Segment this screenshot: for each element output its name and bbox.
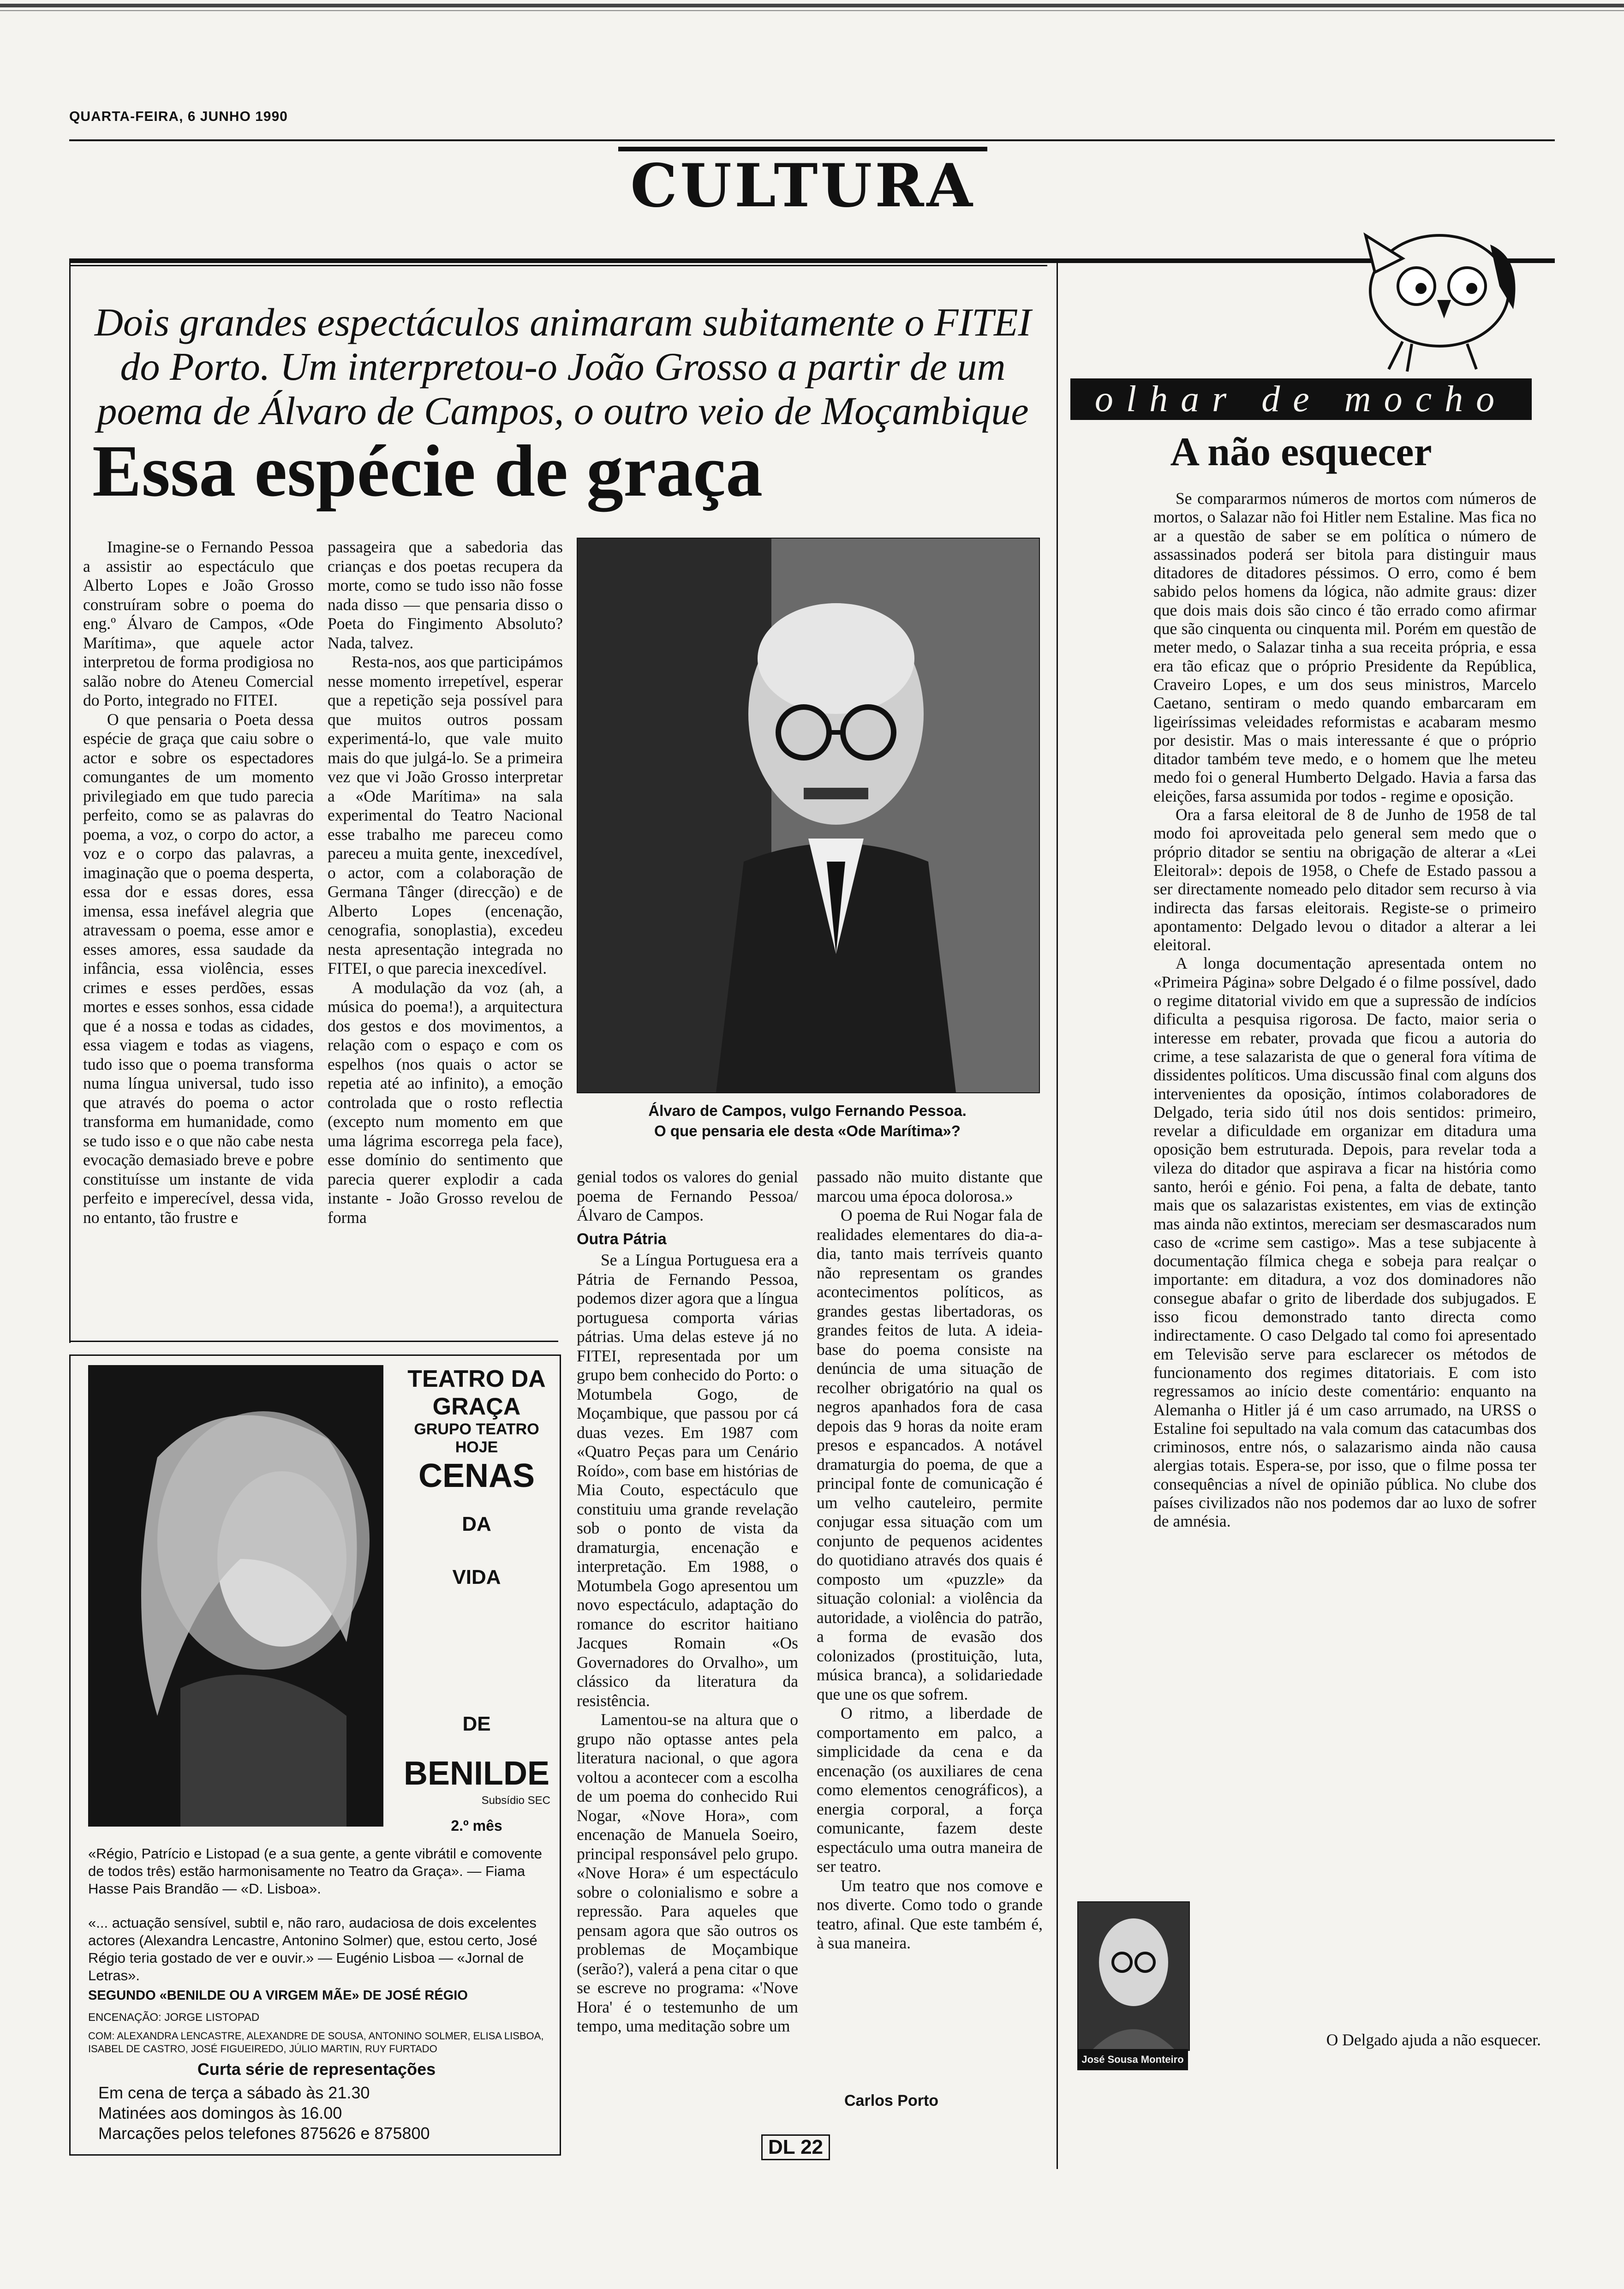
author-name: José Sousa Monteiro [1077, 2049, 1188, 2070]
ad-cast: COM: ALEXANDRA LENCASTRE, ALEXANDRE DE SOUSA, ANTONINO SOLMER, ELISA LISBOA, ISABEL DE CASTRO, JOSÉ FIGUEIREDO, JÚLIO MARTIN, RUY FURTADO [88, 2030, 544, 2055]
paragraph: O poema de Rui Nogar fala de realidades elementares do dia-a-dia, tanto mais terríveis quanto não representam os grandes acontecimentos políticos, as grandes gestas libertadoras, os grandes feitos de luta. A ideia-base do poema consiste na denúncia de uma situação de recolher obrigatório na qual os negros apanhados fora de casa depois das 9 horas da noite eram presos e espancados. A notável dramaturgia do poema, de que a principal fonte de comunicação é um velho cauteleiro, permite conjugar essa situação com um conjunto de pequenos acidentes do quotidiano através dos quais é composto um «puzzle» da situação colonial: a violência da autoridade, a violência do patrão, a forma de evasão dos colonizados (prostituição, luta, música branca), a solidariedade que une os que sofrem. [817, 1206, 1043, 1703]
dateline: QUARTA-FEIRA, 6 JUNHO 1990 [69, 109, 288, 124]
opinion-column [1153, 489, 1536, 1531]
pessoa-photo [577, 538, 1040, 1093]
column-banner: olhar de mocho [1070, 378, 1532, 420]
paragraph: Imagine-se o Fernando Pessoa a assistir ao espectáculo que Alberto Lopes e João Grosso construíram sobre o poema do eng.º Álvaro de Campos, «Ode Marítima», que aquele actor interpretou de forma prodigiosa no salão nobre do Ateneu Comercial do Porto, integrado no FITEI. [83, 538, 314, 709]
run-month: 2.º mês [451, 1817, 502, 1834]
article-frame-left [69, 258, 71, 1343]
paragraph: Ora a farsa eleitoral de 8 de Junho de 1958 de tal modo foi aproveitada pelo general sem medo que o próprio ditador se sentiu na obrigação de alterar a «Lei Eleitoral»: depois de 1958, o Chefe de Estado passou a ser directamente nomeado pelo ditador sem recurso à via indirecta das farsas eleitorais. Registe-se o primeiro apontamento: Delgado levou o ditador a alterar a lei eleitoral. [1153, 805, 1536, 954]
page-number: DL 22 [761, 2134, 830, 2160]
owl-illustration [1338, 217, 1532, 383]
paragraph: Resta-nos, aos que participámos nesse momento irrepetível, esperar que a repetição seja possível para que muitos outros possam experimentá-lo, que vale muito mais do que julgá-lo. Se a primeira vez que vi João Grosso interpretar a «Ode Marítima» na sala experimental do Teatro Nacional esse trabalho me pareceu como pareceu a muita gente, inexcedível, o actor, com a colaboração de Germana Tânger (direcção) e de Alberto Lopes (encenação, cenografia, sonoplastia), excedeu nesta apresentação integrada no FITEI, o que parecia inexcedível. [328, 653, 563, 977]
paragraph: passageira que a sabedoria das crianças e dos poetas recupera da morte, como se tudo isso não fosse nada disso — que pensaria disso o Poeta do Fingimento Absoluto? Nada, talvez. [328, 538, 563, 652]
theatre-name: TEATRO DA GRAÇA [407, 1366, 546, 1420]
play-title-line: DA [462, 1513, 491, 1535]
article-column-1 [83, 538, 314, 1322]
top-border-thin [0, 10, 1624, 11]
ad-director: ENCENAÇÃO: JORGE LISTOPAD [88, 2011, 260, 2024]
play-title-line: BENILDE [403, 1755, 550, 1792]
ad-series: Curta série de representações [197, 2060, 436, 2079]
byline: Carlos Porto [844, 2092, 939, 2109]
article-column-2 [328, 538, 563, 1322]
ad-schedule [98, 2083, 541, 2144]
schedule-line: Em cena de terça a sábado às 21.30 [98, 2083, 370, 2102]
review-quote: «Régio, Patrício e Listopad (e a sua gente, a gente vibrátil e comovente de todos três) estão harmonisamente no Teatro da Graça». — Fiama Hasse Pais Brandão — «D. Lisboa». [88, 1846, 542, 1897]
paragraph: Um teatro que nos comove e nos diverte. Como todo o grande teatro, afinal. Que este também é, à sua maneira. [817, 1876, 1043, 1952]
paragraph: O ritmo, a liberdade de comportamento em palco, a simplicidade da cena e da encenação (os auxiliares de cena como elementos cenográficos), a energia corporal, a força comunicante, fazem deste espectáculo uma outra maneira de ser teatro. [817, 1704, 1043, 1876]
actress-illustration [88, 1365, 383, 1827]
section-rule [69, 258, 1555, 263]
author-illustration [1078, 1902, 1189, 2050]
photo-caption-line: Álvaro de Campos, vulgo Fernando Pessoa. [648, 1102, 967, 1119]
paragraph: O que pensaria o Poeta dessa espécie de graça que caiu sobre o actor e sobre os espectadores comungantes de um momento privilegiado em que tudo parecia perfeito, como se as palavras do poema, a voz, o corpo do actor, a voz e o corpo das palavras, a imaginação que o poema desperta, essa dor e essas dores, essa imensa, essa inefável alegria que atravessam o poema, esse amor e esses amores, essa saudade da infância, essa violência, esses crimes e esses perdões, essas mortes e esses sonhos, essa cidade que é a nossa e todas as cidades, essa viagem e todas as viagens, tudo isso que o poema transforma numa língua universal, tudo isso que através do poema o actor transforma em humanidade, como se tudo isso e o que não cabe nesta evocação demasiado breve e pobre constituísse um instante de vida perfeito e imperecível, dessa vida, no entanto, tão frustre e [83, 710, 314, 1227]
paragraph: A modulação da voz (ah, a música do poema!), a arquitectura dos gestos e dos movimentos, a relação com o espaço e com os espelhos (nos quais o actor se repetia até ao infinito), a emoção controlada que o rosto reflectia (excepto num momento em que uma lágrima escorrega pela face), esse domínio do sentimento que parecia querer explodir a cada instante - João Grosso revelou de forma [328, 978, 563, 1227]
paragraph: A longa documentação apresentada ontem no «Primeira Página» sobre Delgado é o filme possível, dado o regime ditatorial vivido em que a supressão de indícios dificulta a pesquisa rigorosa. De facto, maior seria o interesse em rebater, provada que ficou a autoria do crime, a tese salazarista de que o general fora vítima de dissidentes políticos. Uma discussão final com alguns dos intervenientes da oposição, íntimos colaboradores de Delgado, teria sido útil nos dois sentidos: primeiro, revelar a dificuldade em organizar em ditadura uma oposição bem estruturada. Depois, para revelar toda a vileza do ditador que aspirava a ficar na história como santo, herói e génio. Foi pena, a falta de debate, tanto mais que os salazaristas existentes, em vias de extinção mas ainda não extintos, mereciam ser desmascarados num caso de «crime sem castigo». Mas a tese subjacente à documentação fílmica chega e sobeja para realçar o importante: em ditadura, a voz dos dominadores não consegue abafar o grito de liberdade dos subjugados. E isso ficou demonstrado tanto directa como indirectamente. O caso Delgado tal como foi apresentado em Televisão serve para esclarecer os métodos de funcionamento dos regimes ditatoriais. E com isto regressamos ao início deste comentário: enquanto na Alemanha o Hitler já é um caso arrumado, na URSS o Estaline foi sepultado na vala comum das catacumbas dos criminosos, entre nós, o salazarismo ainda não causa alergias totais. Espera-se, por isso, que o filme possa ter consequências a nível de opinião pública. No clube dos países civilizados não nos podemos dar ao luxo de sofrer de amnésia. [1153, 954, 1536, 1531]
subhead: Outra Pátria [577, 1230, 667, 1248]
article-column-3 [577, 1168, 798, 2151]
section-title: CULTURA [618, 147, 987, 221]
portrait-illustration [578, 539, 1039, 1092]
column-headline: A não esquecer [1170, 430, 1432, 474]
header-rule [69, 139, 1555, 141]
article-frame-bottom [69, 1341, 558, 1342]
schedule-line: Marcações pelos telefones 875626 e 875800 [98, 2124, 430, 2143]
photo-caption [577, 1101, 1038, 1141]
review-quote: «... actuação sensível, subtil e, não raro, audaciosa de dois excelentes actores (Alexandra Lencastre, Antonino Solmer) que, estou certo, José Régio teria gostado de ver e ouvir.» — Eugénio Lisboa — «Jornal de Letras». [88, 1915, 537, 1983]
article-deck: Dois grandes espectáculos animaram subitamente o FITEI do Porto. Um interpretou-o João Grosso a partir de um poema de Álvaro de Campos, o outro veio de Moçambique [94, 300, 1032, 433]
paragraph: genial todos os valores do genial poema de Fernando Pessoa/Álvaro de Campos. [577, 1168, 798, 1224]
article-rule [69, 265, 1047, 266]
ad-credit: SEGUNDO «BENILDE OU A VIRGEM MÃE» DE JOSÉ RÉGIO [88, 1988, 468, 2003]
photo-caption-line: O que pensaria ele desta «Ode Marítima»? [654, 1122, 961, 1139]
article-headline: Essa espécie de graça [92, 430, 763, 512]
play-title-line: VIDA [452, 1566, 501, 1588]
play-title-line: CENAS [418, 1457, 535, 1494]
top-border [0, 4, 1624, 7]
closing-line: O Delgado ajuda a não esquecer. [1326, 2031, 1541, 2049]
play-title-line: DE [462, 1713, 491, 1735]
column-divider [1057, 258, 1058, 2169]
author-photo [1077, 1901, 1190, 2051]
article-column-4 [817, 1168, 1043, 2091]
theatre-advertisement [69, 1354, 561, 2156]
paragraph: Se compararmos números de mortos com números de mortos, o Salazar não foi Hitler nem Estaline. Mas fica no ar a questão de saber se em política o número de assassinados poderá ser bitola para distinguir maus ditadores de ditadores péssimos. O erro, como é bem sabido pelos homens da lógica, não admite graus: dizer que dois mais dois são cinco é tão errado como afirmar que são cinquenta ou cinquenta mil. Porém em questão de meter medo, o Salazar tinha a sua receita própria, e essa era tão eficaz que o próprio Presidente da República, Craveiro Lopes, e um dos seus ministros, Marcelo Caetano, sentiram o medo quando embarcaram em ligeiríssimas veleidades reformistas e acabaram mesmo por desistir. Mas o mais interessante é que o próprio ditador também teve medo, e o homem que lhe meteu medo foi o general Humberto Delgado. Havia a farsa das eleições, farsa assumida por todos - regime e oposição. [1153, 489, 1536, 805]
theatre-group: GRUPO TEATRO HOJE [414, 1420, 539, 1456]
owl-icon [1338, 217, 1532, 383]
subsidy-note: Subsídio SEC [481, 1794, 550, 1807]
paragraph: passado não muito distante que marcou uma época dolorosa.» [817, 1168, 1043, 1205]
schedule-line: Matinées aos domingos às 16.00 [98, 2103, 342, 2122]
ad-photo [88, 1365, 383, 1827]
paragraph: Se a Língua Portuguesa era a Pátria de Fernando Pessoa, podemos dizer agora que a língua portuguesa comporta várias pátrias. Uma delas esteve já no FITEI, representada por um grupo bem conhecido do Porto: o Motumbela Gogo, de Moçambique, que passou por cá duas vezes. Em 1987 com «Quatro Peças para um Cenário Roído», com base em histórias de Mia Couto, espectáculo que constituiu uma grande revelação sob o ponto de vista da dramaturgia, encenação e interpretação. Em 1988, o Motumbela Gogo apresentou um novo espectáculo, adaptação do romance do escritor haitiano Jacques Romain «Os Governadores do Orvalho», um clássico da literatura da resistência. [577, 1251, 798, 1710]
paragraph: Lamentou-se na altura que o grupo não optasse antes pela literatura nacional, o que agora voltou a acontecer com a escolha de um poema do conhecido Rui Nogar, «Nove Hora», com encenação de Manuela Soeiro, principal responsável pelo grupo. «Nove Hora» é um espectáculo sobre o colonialismo e sobre a repressão. Para aqueles que pensam agora que são outros os problemas de Moçambique (serão?), valerá a pena citar o que se escreve no programa: «'Nove Hora' é o testemunho de um tempo, uma meditação sobre um [577, 1710, 798, 2035]
